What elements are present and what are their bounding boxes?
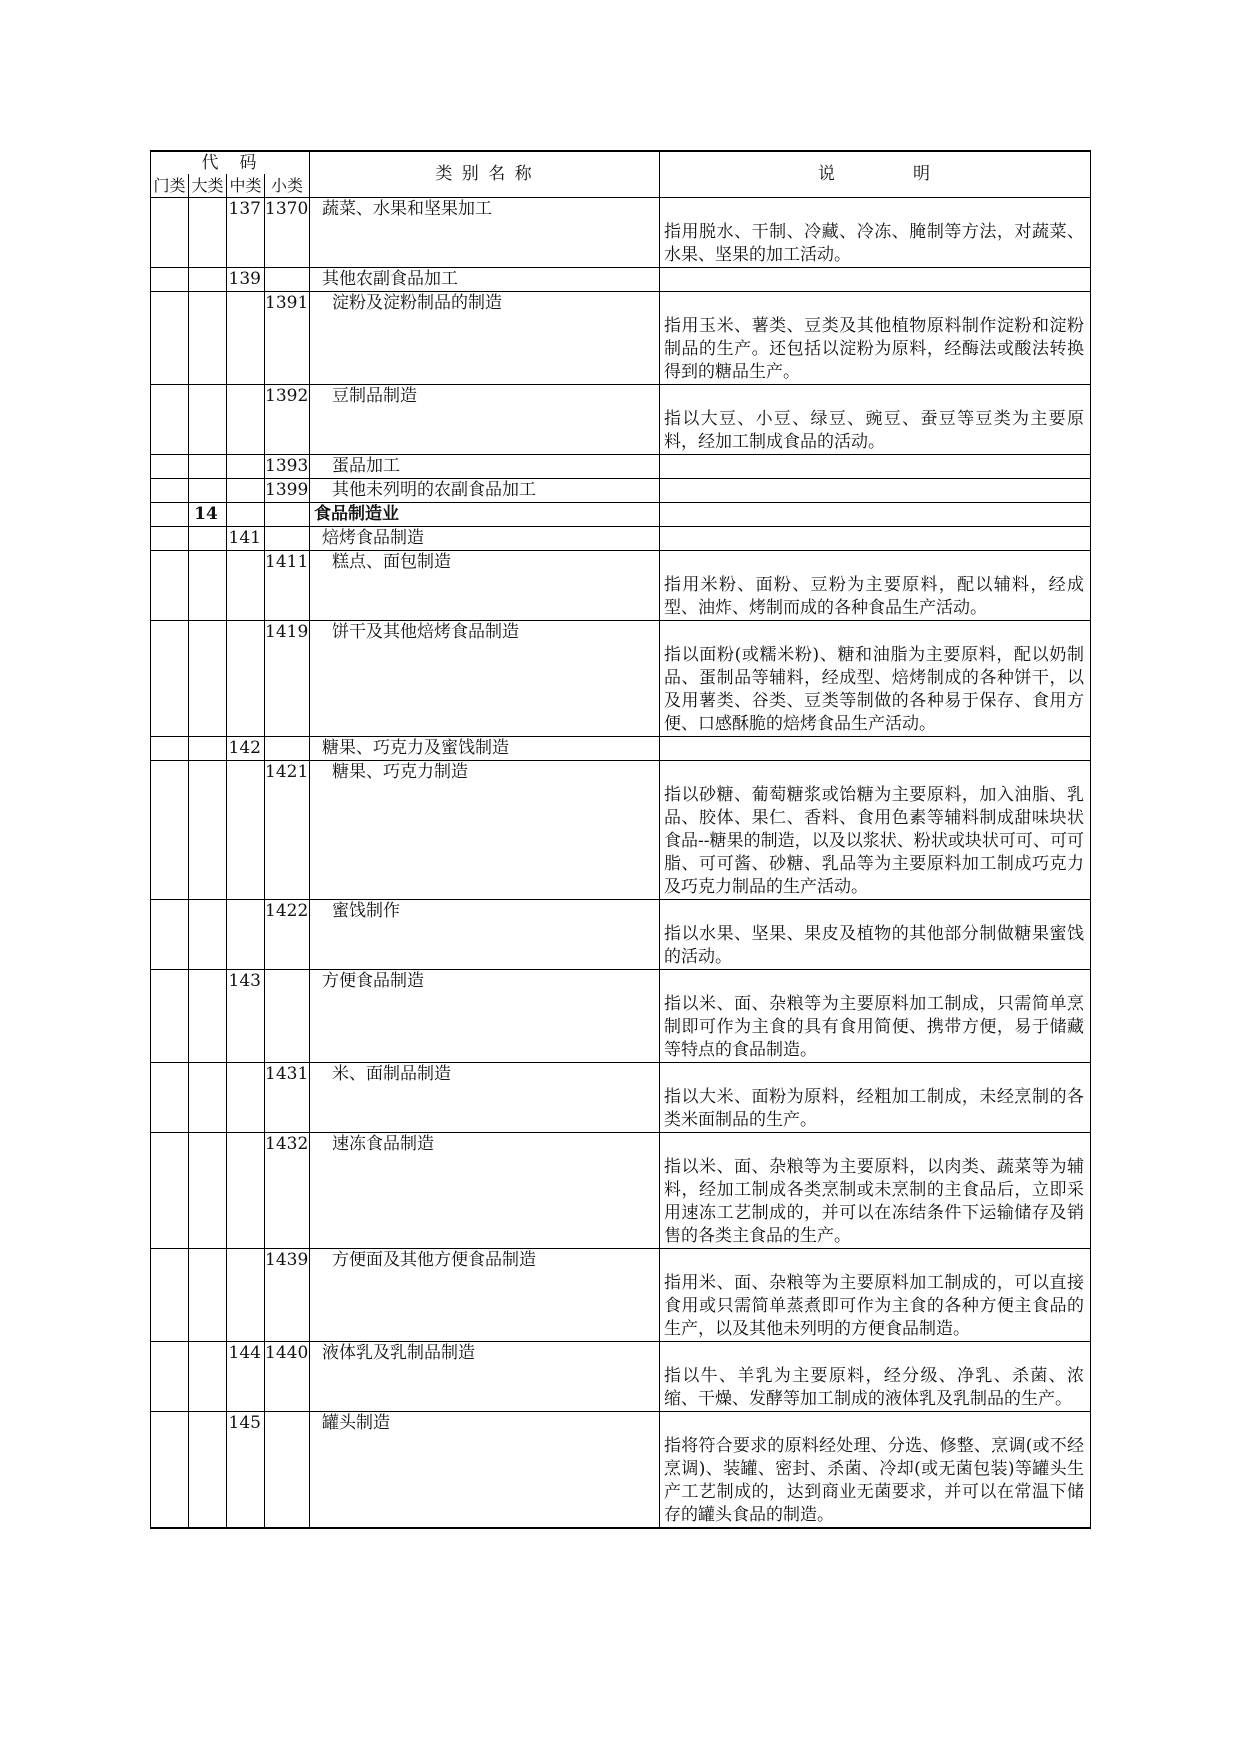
table-row [151, 737, 1091, 761]
category-name-cell: 焙烤食品制造 [310, 527, 660, 551]
mid-code-cell [227, 1063, 265, 1133]
minor-code-cell [265, 737, 310, 761]
major-code-cell [189, 761, 227, 900]
major-code-cell [189, 455, 227, 479]
major-code-cell [189, 385, 227, 455]
door-code-cell [151, 1342, 189, 1412]
table-row [151, 503, 1091, 527]
description-cell [660, 292, 1091, 385]
table-row [151, 292, 1091, 385]
door-code-cell [151, 761, 189, 900]
description-text: 指以牛、羊乳为主要原料，经分级、净乳、杀菌、浓缩、干燥、发酵等加工制成的液体乳及乳制品的生产。 [664, 1366, 1084, 1409]
minor-code-cell: 1370 [265, 198, 310, 268]
category-name-cell: 方便食品制造 [310, 970, 660, 1063]
category-name-cell: 液体乳及乳制品制造 [310, 1342, 660, 1412]
description-cell [660, 455, 1091, 479]
minor-code-cell [265, 1412, 310, 1529]
door-code-cell [151, 292, 189, 385]
description-spacer [664, 1063, 1084, 1086]
description-cell [660, 268, 1091, 292]
door-code-cell [151, 268, 189, 292]
table-row [151, 551, 1091, 621]
door-code-cell [151, 737, 189, 761]
description-cell [660, 737, 1091, 761]
description-cell [660, 1133, 1091, 1249]
category-name-cell: 糕点、面包制造 [310, 551, 660, 621]
category-name-cell: 米、面制品制造 [310, 1063, 660, 1133]
description-spacer [664, 292, 1084, 315]
description-text: 指用米粉、面粉、豆粉为主要原料，配以辅料，经成型、油炸、烤制而成的各种食品生产活动。 [664, 575, 1084, 618]
description-cell [660, 621, 1091, 737]
minor-code-cell [265, 268, 310, 292]
table-row [151, 900, 1091, 970]
description-cell [660, 970, 1091, 1063]
door-code-cell [151, 551, 189, 621]
major-category-header: 大类 [189, 174, 227, 198]
mid-code-cell: 143 [227, 970, 265, 1063]
mid-code-cell: 145 [227, 1412, 265, 1529]
mid-code-cell [227, 1133, 265, 1249]
mid-code-cell [227, 385, 265, 455]
mid-code-cell [227, 551, 265, 621]
minor-code-cell: 1392 [265, 385, 310, 455]
mid-code-cell [227, 621, 265, 737]
minor-code-cell [265, 527, 310, 551]
table-row [151, 1133, 1091, 1249]
major-code-cell [189, 737, 227, 761]
minor-code-cell: 1391 [265, 292, 310, 385]
description-spacer [664, 1133, 1084, 1156]
door-code-cell [151, 1412, 189, 1529]
industry-classification-table [150, 150, 1091, 1529]
minor-code-cell: 1419 [265, 621, 310, 737]
description-cell [660, 198, 1091, 268]
category-name-cell: 糖果、巧克力制造 [310, 761, 660, 900]
major-code-cell [189, 527, 227, 551]
mid-code-cell [227, 292, 265, 385]
table-row [151, 385, 1091, 455]
description-spacer [664, 1249, 1084, 1272]
door-code-cell [151, 455, 189, 479]
major-code-cell [189, 900, 227, 970]
minor-code-cell: 1411 [265, 551, 310, 621]
description-cell [660, 527, 1091, 551]
mid-code-cell: 141 [227, 527, 265, 551]
table-row [151, 455, 1091, 479]
major-code-cell [189, 1342, 227, 1412]
mid-code-cell [227, 455, 265, 479]
minor-code-cell: 1439 [265, 1249, 310, 1342]
major-code-cell [189, 1249, 227, 1342]
minor-code-cell [265, 503, 310, 527]
table-row [151, 1342, 1091, 1412]
mid-code-cell [227, 1249, 265, 1342]
description-text: 指以水果、坚果、果皮及植物的其他部分制做糖果蜜饯的活动。 [664, 924, 1084, 967]
table-row [151, 268, 1091, 292]
classification-table-page [150, 150, 1090, 1529]
description-text: 指将符合要求的原料经处理、分选、修整、烹调(或不经烹调)、装罐、密封、杀菌、冷却(或无菌包装)等罐头生产工艺制成的，达到商业无菌要求，并可以在常温下储存的罐头食品的制造。 [664, 1436, 1084, 1525]
door-code-cell [151, 970, 189, 1063]
description-cell [660, 385, 1091, 455]
category-name-cell: 其他农副食品加工 [310, 268, 660, 292]
major-code-cell [189, 198, 227, 268]
category-name-cell: 速冻食品制造 [310, 1133, 660, 1249]
minor-category-header: 小类 [265, 174, 310, 198]
description-text: 指以大米、面粉为原料，经粗加工制成，未经烹制的各类米面制品的生产。 [664, 1087, 1084, 1130]
description-text: 指以大豆、小豆、绿豆、豌豆、蚕豆等豆类为主要原料，经加工制成食品的活动。 [664, 409, 1084, 452]
description-spacer [664, 1412, 1084, 1435]
description-cell [660, 1342, 1091, 1412]
table-row [151, 1063, 1091, 1133]
category-name-cell: 蔬菜、水果和坚果加工 [310, 198, 660, 268]
category-name-cell: 方便面及其他方便食品制造 [310, 1249, 660, 1342]
door-code-cell [151, 479, 189, 503]
description-spacer [664, 1342, 1084, 1365]
door-code-cell [151, 198, 189, 268]
description-text: 指以面粉(或糯米粉)、糖和油脂为主要原料，配以奶制品、蛋制品等辅料，经成型、焙烤制成的各种饼干，以及用薯类、谷类、豆类等制做的各种易于保存、食用方便、口感酥脆的焙烤食品生产活动。 [664, 645, 1084, 734]
category-name-cell: 糖果、巧克力及蜜饯制造 [310, 737, 660, 761]
major-code-cell [189, 1133, 227, 1249]
minor-code-cell: 1393 [265, 455, 310, 479]
door-category-header: 门类 [151, 174, 189, 198]
description-text: 指用米、面、杂粮等为主要原料加工制成的，可以直接食用或只需简单蒸煮即可作为主食的各种方便主食品的生产，以及其他未列明的方便食品制造。 [664, 1273, 1084, 1339]
description-cell [660, 479, 1091, 503]
table-row [151, 198, 1091, 268]
door-code-cell [151, 503, 189, 527]
table-row [151, 970, 1091, 1063]
door-code-cell [151, 900, 189, 970]
major-code-cell [189, 1412, 227, 1529]
minor-code-cell: 1431 [265, 1063, 310, 1133]
door-code-cell [151, 1249, 189, 1342]
description-cell [660, 1249, 1091, 1342]
table-row [151, 1412, 1091, 1529]
table-row [151, 761, 1091, 900]
category-name-cell: 食品制造业 [310, 503, 660, 527]
door-code-cell [151, 385, 189, 455]
table-row [151, 1249, 1091, 1342]
major-code-cell [189, 970, 227, 1063]
description-text: 指以砂糖、葡萄糖浆或饴糖为主要原料，加入油脂、乳品、胶体、果仁、香料、食用色素等辅料制成甜味块状食品--糖果的制造，以及以浆状、粉状或块状可可、可可脂、可可酱、砂糖、乳品等为主要原料加工制成巧克力及巧克力制品的生产活动。 [664, 785, 1084, 897]
minor-code-cell: 1421 [265, 761, 310, 900]
description-column-header: 说 明 [660, 151, 1091, 198]
table-row [151, 479, 1091, 503]
mid-code-cell: 144 [227, 1342, 265, 1412]
mid-code-cell: 139 [227, 268, 265, 292]
major-code-cell [189, 551, 227, 621]
door-code-cell [151, 621, 189, 737]
minor-code-cell: 1432 [265, 1133, 310, 1249]
door-code-cell [151, 1063, 189, 1133]
mid-code-cell [227, 900, 265, 970]
description-cell [660, 503, 1091, 527]
description-text: 指用玉米、薯类、豆类及其他植物原料制作淀粉和淀粉制品的生产。还包括以淀粉为原料，经酶法或酸法转换得到的糖品生产。 [664, 316, 1084, 382]
description-text: 指以米、面、杂粮等为主要原料，以肉类、蔬菜等为辅料，经加工制成各类烹制或未烹制的主食品后，立即采用速冻工艺制成的，并可以在冻结条件下运输储存及销售的各类主食品的生产。 [664, 1157, 1084, 1246]
description-spacer [664, 970, 1084, 993]
category-name-cell: 蛋品加工 [310, 455, 660, 479]
table-row [151, 527, 1091, 551]
minor-code-cell: 1399 [265, 479, 310, 503]
description-cell [660, 1412, 1091, 1529]
description-spacer [664, 551, 1084, 574]
description-cell [660, 1063, 1091, 1133]
description-cell [660, 761, 1091, 900]
major-code-cell [189, 479, 227, 503]
description-spacer [664, 385, 1084, 408]
major-code-cell [189, 1063, 227, 1133]
mid-code-cell [227, 479, 265, 503]
major-code-cell [189, 621, 227, 737]
description-spacer [664, 761, 1084, 784]
mid-category-header: 中类 [227, 174, 265, 198]
minor-code-cell: 1440 [265, 1342, 310, 1412]
major-code-cell [189, 268, 227, 292]
category-name-cell: 饼干及其他焙烤食品制造 [310, 621, 660, 737]
door-code-cell [151, 1133, 189, 1249]
code-group-header: 代 码 [151, 151, 310, 174]
description-text: 指用脱水、干制、冷藏、冷冻、腌制等方法，对蔬菜、水果、坚果的加工活动。 [664, 222, 1084, 265]
major-code-cell: 14 [189, 503, 227, 527]
name-column-header: 类 别 名 称 [310, 151, 660, 198]
category-name-cell: 罐头制造 [310, 1412, 660, 1529]
description-spacer [664, 198, 1084, 221]
minor-code-cell [265, 970, 310, 1063]
category-name-cell: 其他未列明的农副食品加工 [310, 479, 660, 503]
mid-code-cell: 137 [227, 198, 265, 268]
table-body [151, 198, 1091, 1529]
description-text: 指以米、面、杂粮等为主要原料加工制成，只需简单烹制即可作为主食的具有食用简便、携带方便，易于储藏等特点的食品制造。 [664, 994, 1084, 1060]
table-row [151, 621, 1091, 737]
major-code-cell [189, 292, 227, 385]
description-cell [660, 551, 1091, 621]
category-name-cell: 豆制品制造 [310, 385, 660, 455]
minor-code-cell: 1422 [265, 900, 310, 970]
description-spacer [664, 621, 1084, 644]
door-code-cell [151, 527, 189, 551]
category-name-cell: 蜜饯制作 [310, 900, 660, 970]
description-spacer [664, 900, 1084, 923]
description-cell [660, 900, 1091, 970]
mid-code-cell [227, 761, 265, 900]
mid-code-cell: 142 [227, 737, 265, 761]
mid-code-cell [227, 503, 265, 527]
category-name-cell: 淀粉及淀粉制品的制造 [310, 292, 660, 385]
